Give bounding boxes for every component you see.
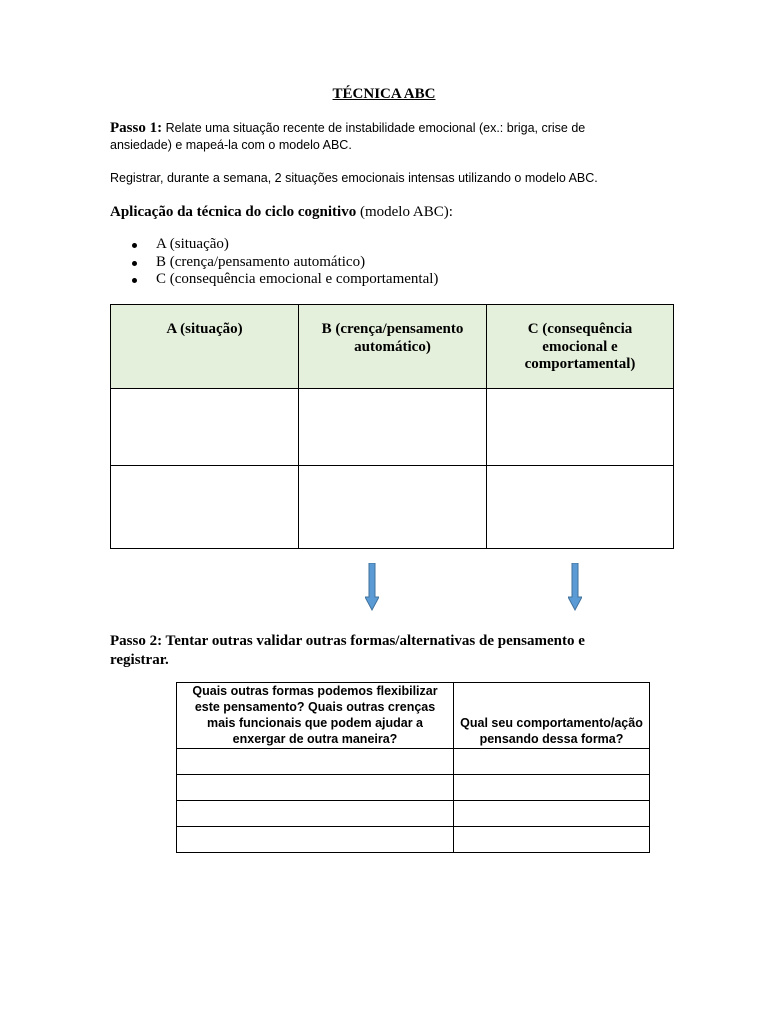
behavior-cell[interactable] <box>454 801 650 827</box>
aplicacao-bold: Aplicação da técnica do ciclo cognitivo <box>110 204 357 220</box>
alt-cell[interactable] <box>177 775 454 801</box>
table-row <box>177 801 650 827</box>
behavior-cell[interactable] <box>454 775 650 801</box>
passo2-heading: Passo 2: Tentar outras validar outras formas/alternativas de pensamento e registrar. <box>110 633 585 668</box>
alt-cell[interactable] <box>177 801 454 827</box>
header-a: A (situação) <box>111 305 299 389</box>
header-b: B (crença/pensamento automático) <box>299 305 487 389</box>
cell-a-1[interactable] <box>111 389 299 466</box>
passo1-paragraph <box>110 120 630 154</box>
registrar-paragraph: Registrar, durante a semana, 2 situações emocionais intensas utilizando o modelo ABC. <box>110 171 598 185</box>
cell-a-2[interactable] <box>111 466 299 549</box>
aplicacao-heading <box>110 204 453 221</box>
table-row <box>111 466 674 549</box>
alt-cell[interactable] <box>177 749 454 775</box>
passo1-label: Passo 1: <box>110 120 163 136</box>
passo1-text: Relate uma situação recente de instabilidade emocional (ex.: briga, crise de ansiedade) e mapeá-la com o modelo ABC. <box>110 121 586 152</box>
abc-table <box>110 304 674 549</box>
cell-b-1[interactable] <box>299 389 487 466</box>
bullet-item-a: A (situação) <box>130 236 438 254</box>
cell-c-1[interactable] <box>487 389 674 466</box>
abc-bullet-list <box>130 236 438 289</box>
bullet-item-c: C (consequência emocional e comportamental) <box>130 271 438 289</box>
alt-cell[interactable] <box>177 827 454 853</box>
header-c: C (consequência emocional e comportamental) <box>487 305 674 389</box>
behavior-cell[interactable] <box>454 827 650 853</box>
table-row <box>177 775 650 801</box>
behavior-cell[interactable] <box>454 749 650 775</box>
down-arrow-icon <box>365 563 379 611</box>
cell-c-2[interactable] <box>487 466 674 549</box>
aplicacao-normal: (modelo ABC): <box>359 204 453 220</box>
cell-b-2[interactable] <box>299 466 487 549</box>
table-row <box>111 389 674 466</box>
bullet-item-b: B (crença/pensamento automático) <box>130 254 438 272</box>
header-behavior: Qual seu comportamento/ação pensando dessa forma? <box>454 683 650 749</box>
abc-table-header-row <box>111 305 674 389</box>
alternatives-table <box>176 682 650 853</box>
header-alternatives: Quais outras formas podemos flexibilizar este pensamento? Quais outras crenças mais funcionais que podem ajudar a enxergar de outra maneira? <box>177 683 454 749</box>
down-arrow-icon <box>568 563 582 611</box>
table-row <box>177 749 650 775</box>
alternatives-header-row <box>177 683 650 749</box>
document-title: TÉCNICA ABC <box>332 86 436 102</box>
table-row <box>177 827 650 853</box>
